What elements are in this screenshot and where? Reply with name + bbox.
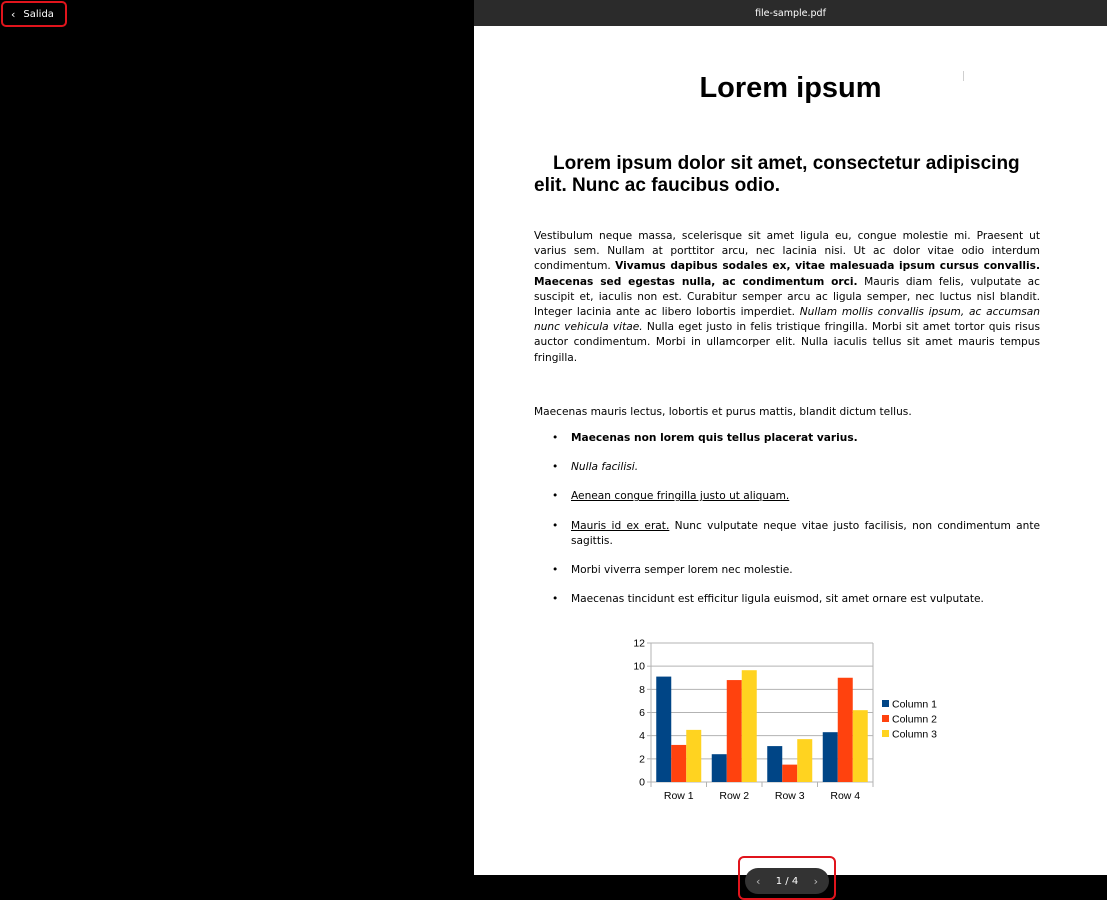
- bar: [782, 765, 797, 782]
- legend-swatch: [882, 715, 889, 722]
- chevron-left-icon: ‹: [11, 7, 16, 21]
- file-name: file-sample.pdf: [755, 7, 826, 19]
- paragraph-text: Nulla eget justo in felis tristique fringilla. Morbi sit amet tortor quis risus auctor condimentum. Morbi in ullamcorper elit. Nulla iaculis tellus sit amet mauris tempus fringilla.: [534, 321, 1040, 364]
- legend-label: Column 3: [892, 728, 937, 741]
- bar: [742, 670, 757, 782]
- paragraph-bold-text: Vivamus dapibus sodales ex, vitae malesuada ipsum cursus convallis. Maecenas sed egestas nulla, ac condimentum orci.: [534, 260, 1040, 288]
- bar: [656, 677, 671, 782]
- document-title: Lorem ipsum: [699, 72, 882, 104]
- list-item: [534, 519, 1040, 549]
- paragraph-text: Vestibulum neque massa, scelerisque sit amet ligula eu, congue molestie mi. Praesent ut varius sem. Nullam at porttitor arcu, nec lacinia nisi. Ut ac dolor vitae odio interdum condimentum.: [534, 230, 1040, 273]
- document-heading: Lorem ipsum dolor sit amet, consectetur adipiscing elit. Nunc ac faucibus odio.: [534, 153, 1020, 196]
- paragraph-text: Mauris diam felis, vulputate ac suscipit et, iaculis non est. Curabitur semper arcu ac ligula semper, nec luctus nisl blandit. Integer lacinia ante ac libero lobortis imperdiet.: [534, 275, 1040, 319]
- x-tick-label: Row 4: [830, 790, 861, 802]
- list-item: [534, 592, 1040, 607]
- list-item-text: Morbi viverra semper lorem nec molestie.: [571, 564, 793, 577]
- x-tick-label: Row 1: [663, 790, 694, 802]
- chevron-right-icon[interactable]: ›: [813, 874, 818, 888]
- pdf-viewer: [474, 0, 1107, 888]
- legend-label: Column 1: [892, 698, 937, 711]
- bar: [838, 678, 853, 782]
- list-item-text: Maecenas non lorem quis tellus placerat varius.: [571, 432, 858, 444]
- y-tick-label: 8: [639, 683, 645, 696]
- bar: [686, 730, 701, 782]
- list-item: [534, 431, 1040, 446]
- viewer-titlebar: [474, 0, 1107, 26]
- page-navigator: [745, 868, 829, 894]
- bar: [712, 754, 727, 782]
- list-item-text: Nulla facilisi.: [571, 461, 639, 474]
- y-tick-label: 4: [639, 730, 645, 743]
- x-tick-label: Row 3: [774, 790, 805, 802]
- paragraph-italic-text: Nullam mollis convallis ipsum, ac accumsan nunc vehicula vitae.: [534, 306, 1040, 334]
- legend-swatch: [882, 730, 889, 737]
- y-tick-label: 12: [633, 637, 645, 650]
- chevron-left-icon[interactable]: ‹: [756, 874, 761, 888]
- x-tick-label: Row 2: [719, 790, 750, 802]
- list-item-text: Nunc vulputate neque vitae justo facilisis, non condimentum ante sagittis.: [571, 519, 1041, 547]
- bar: [797, 739, 812, 782]
- paragraph-2: Maecenas mauris lectus, lobortis et purus mattis, blandit dictum tellus.: [534, 406, 912, 418]
- y-tick-label: 6: [639, 707, 645, 719]
- legend-label: Column 2: [892, 713, 937, 726]
- y-tick-label: 10: [633, 660, 645, 673]
- list-item: [534, 489, 1040, 504]
- bar: [767, 746, 782, 782]
- list-item-text: Maecenas tincidunt est efficitur ligula euismod, sit amet ornare est vulputate.: [571, 593, 984, 606]
- pdf-page: [474, 26, 1107, 888]
- paragraph-1: [534, 229, 1040, 366]
- list-item-link[interactable]: Mauris id ex erat.: [571, 519, 670, 532]
- y-tick-label: 0: [639, 776, 645, 789]
- page-indicator: 1 / 4: [775, 875, 799, 887]
- legend-swatch: [882, 700, 889, 707]
- bar: [727, 680, 742, 782]
- list-item: [534, 563, 1040, 578]
- list-item-link[interactable]: Aenean congue fringilla justo ut aliquam.: [571, 490, 790, 503]
- exit-button[interactable]: [1, 1, 67, 27]
- list-item: [534, 460, 1040, 475]
- bar: [853, 710, 868, 782]
- y-tick-label: 2: [639, 753, 645, 766]
- bar: [823, 732, 838, 782]
- exit-button-label: Salida: [23, 8, 54, 20]
- bar-chart: [624, 633, 974, 808]
- bullet-list: [534, 431, 1040, 621]
- bar: [671, 745, 686, 782]
